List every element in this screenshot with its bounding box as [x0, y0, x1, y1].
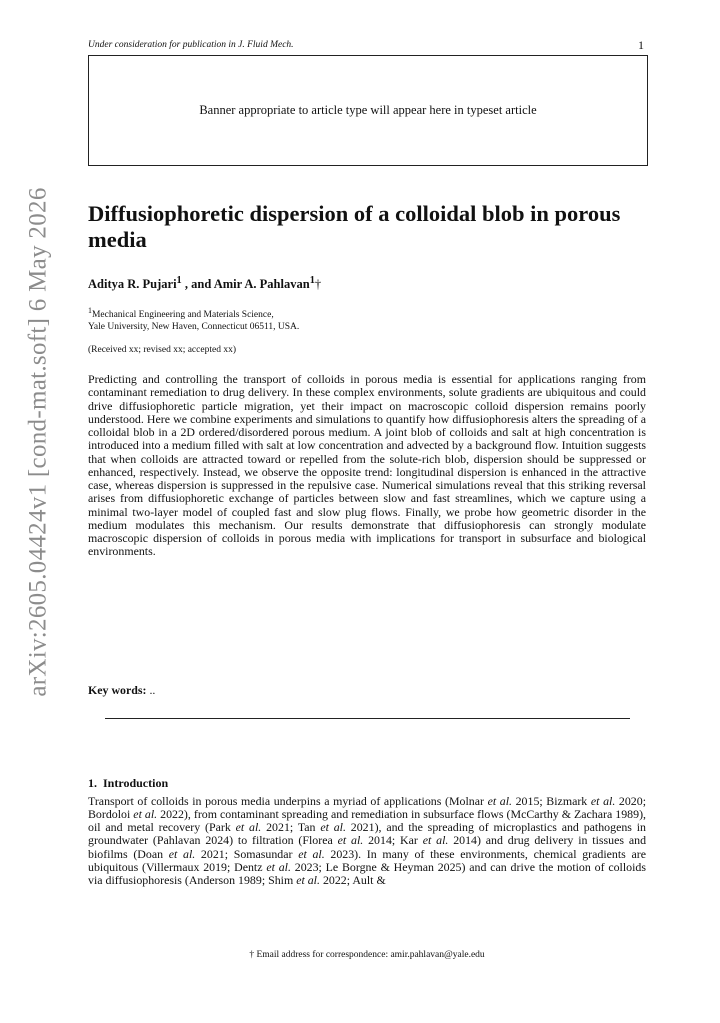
keywords	[88, 683, 648, 698]
intro-etal: et al.	[168, 846, 196, 861]
arxiv-identifier-stamp	[22, 187, 56, 697]
received-dates: (Received xx; revised xx; accepted xx)	[88, 345, 236, 355]
intro-etal: et al.	[296, 872, 320, 887]
affiliation	[88, 305, 648, 333]
intro-text: 2022), from contaminant spreading and remediation in subsurface flows (McCarthy & Zachara 1989), oil and metal recovery (Park	[88, 807, 646, 835]
author-list	[88, 275, 648, 292]
section-divider	[105, 718, 630, 719]
running-header	[88, 40, 648, 54]
intro-text: 2015; Bizmark	[512, 794, 591, 808]
intro-text: 2021), and the spreading of microplastics and pathogens in groundwater (Pahlavan 2024) to filtration (Florea	[88, 820, 647, 848]
correspondence-footnote	[88, 950, 646, 960]
abstract: Predicting and controlling the transport of colloids in porous media is essential for applications ranging from contaminant remediation to drug delivery. In these complex environments, solute gradients are ubiquitous and could drive diffusiophoretic particle migration, yet their impact on macroscopic colloid dispersion remains poorly understood. Here we combine experiments and simulations to quantify how diffusiophoresis alters the spreading of a colloidal blob in a 2D ordered/disordered porous medium. A joint blob of colloids and salt at high concentration is introduced into a medium filled with salt at low concentration and advected by a background flow. Intuition suggests that when colloids are attracted toward or repelled from the solute-rich blob, dispersion should be suppressed or enhanced, respectively. Instead, we observe the opposite trend: longitudinal dispersion is enhanced in the attractive case, whereas dispersion is suppressed in the repulsive case. Numerical simulations reveal that this striking reversal arises from diffusiophoretic exchange of particles between slow and fast streamlines, which we capture using a minimal two-layer model of coupled fast and slow plug flows. Finally, we probe how geometric disorder in the medium modulates this mechanism. Our results demonstrate that diffusiophoresis can strongly modulate macroscopic dispersion of colloids in porous media with implications for transport in subsurface and biological environments.	[88, 372, 646, 559]
intro-etal: et al.	[298, 846, 325, 861]
section-number: 1.	[88, 776, 97, 790]
affiliation-line: Mechanical Engineering and Materials Science,	[91, 310, 274, 321]
arxiv-identifier-text: arXiv:2605.04424v1 [cond-mat.soft] 6 May 2026	[25, 187, 53, 697]
intro-text: Transport of colloids in porous media underpins a myriad of applications (Molnar	[88, 794, 488, 808]
page-number: 1	[638, 38, 644, 52]
intro-text: 2014) and drug delivery in tissues and biofilms (Doan	[88, 833, 647, 861]
affiliation-mark: 1	[88, 306, 92, 315]
intro-text: 2021; Somasundar	[195, 846, 299, 861]
intro-etal: et al.	[337, 833, 364, 848]
intro-text: 2022; Ault &	[319, 872, 386, 887]
keywords-value: ..	[149, 683, 156, 697]
paper-title: Diffusiophoretic dispersion of a colloidal blob in porous media	[88, 201, 621, 252]
author-name: Aditya R. Pujari	[88, 277, 177, 292]
intro-etal: et al.	[487, 794, 512, 808]
intro-etal: et al.	[422, 833, 449, 848]
intro-etal: et al.	[266, 859, 291, 874]
section-title: Introduction	[103, 776, 169, 790]
author-name: Amir A. Pahlavan	[213, 277, 310, 292]
correspondence-dagger: †	[314, 277, 322, 292]
banner-text: Banner appropriate to article type will appear here in typeset article	[199, 103, 537, 117]
journal-note: Under consideration for publication in J. Fluid Mech.	[88, 40, 294, 50]
intro-text: 2023; Le Borgne & Heyman 2025) and can drive the motion of colloids via diffusiophoresis (Anderson 1989; Shim	[88, 859, 646, 887]
footnote-text: Email address for correspondence: amir.pahlavan@yale.edu	[254, 950, 485, 960]
affiliation-line: Yale University, New Haven, Connecticut 06511, USA.	[88, 322, 300, 333]
affiliation-mark: 1	[176, 275, 182, 286]
section-heading	[88, 776, 648, 791]
footnote-mark: †	[249, 950, 255, 960]
intro-text: 2023). In many of these environments, chemical gradients are ubiquitous (Villermaux 2019; Dentz	[88, 846, 646, 874]
intro-text: 2021; Tan	[261, 820, 321, 835]
intro-text: 2020; Bordoloi	[88, 794, 646, 822]
introduction-paragraph	[88, 795, 646, 887]
intro-etal: et al.	[235, 820, 262, 835]
intro-etal: et al.	[320, 820, 346, 835]
intro-etal: et al.	[590, 794, 616, 808]
intro-etal: et al.	[133, 807, 158, 822]
affiliation-mark: 1	[309, 275, 315, 286]
author-separator: , and	[181, 277, 214, 292]
article-banner	[88, 55, 648, 166]
intro-text: 2014; Kar	[363, 833, 423, 848]
keywords-label: Key words:	[88, 683, 147, 697]
